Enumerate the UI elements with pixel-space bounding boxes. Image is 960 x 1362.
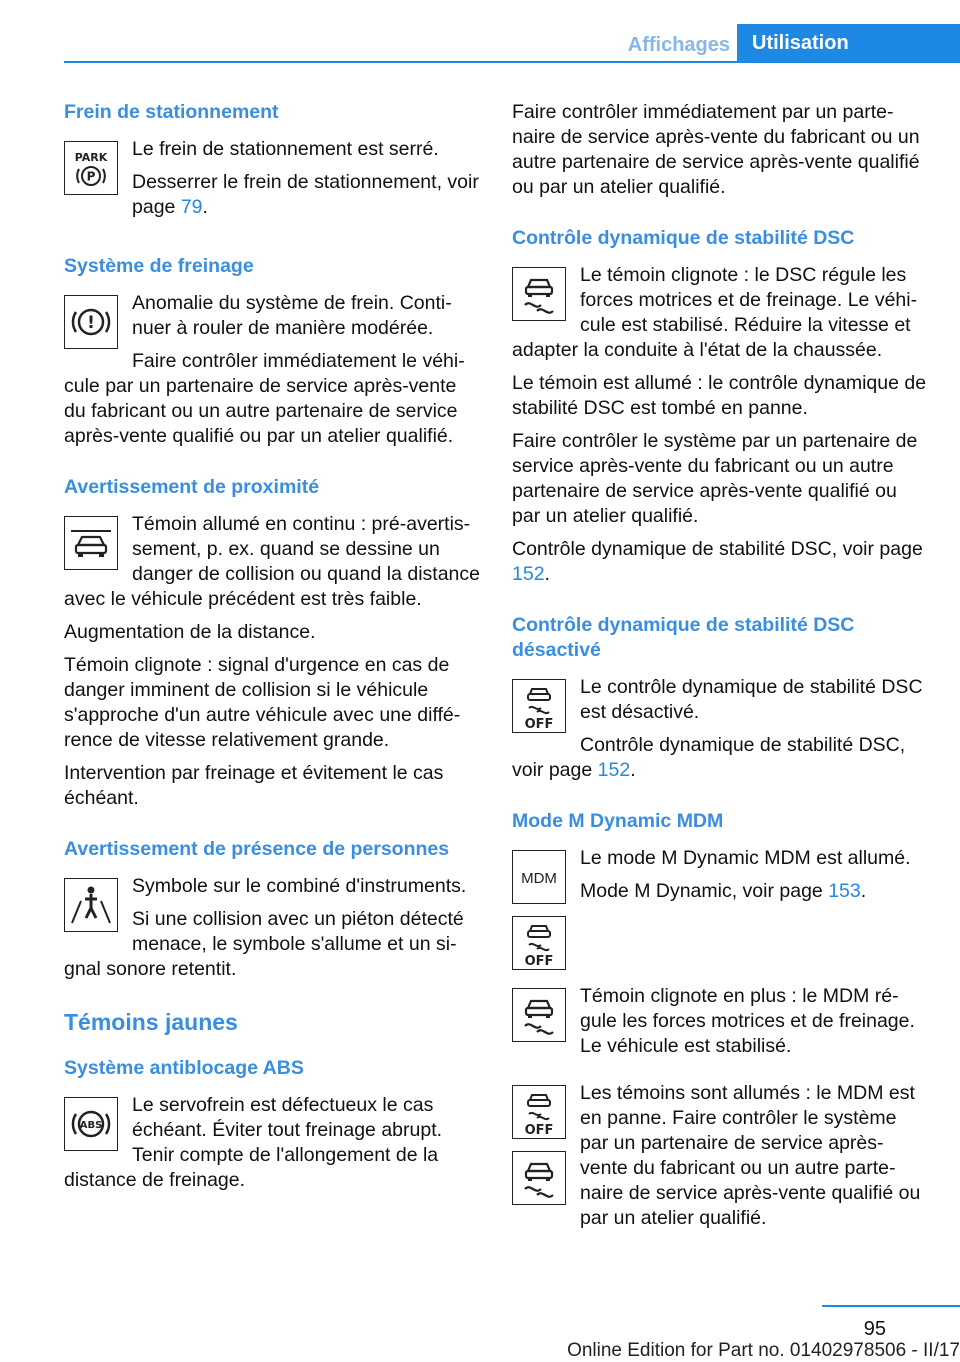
pedestrian-icon — [64, 878, 118, 932]
heading-frein-stationnement: Frein de stationnement — [64, 101, 279, 123]
dsc-off-text-1: Le contrôle dynamique de stabilité DSC est désactivé. — [580, 676, 923, 723]
abs-text-1: Le servofrein est défectueux le cas échéant. Éviter tout freinage abrupt. Tenir compte de l'allongement de la distance de freinage. — [64, 1094, 443, 1191]
page-number: 95 — [863, 1318, 886, 1340]
section-mdm — [512, 809, 928, 1239]
intro-text: Faire contrôler immédiatement par un partenaire de service après-vente du fabricant ou un autre partenaire de service après-vente qualifié ou par un atelier qualifié. — [512, 101, 920, 198]
mdm-failure-block — [512, 1081, 928, 1239]
page-link-152-b[interactable]: 152 — [597, 759, 631, 781]
page-link-79[interactable]: 79 — [180, 196, 203, 218]
right-column — [512, 100, 928, 1265]
proximite-text-3: Témoin clignote : signal d'urgence en cas de danger imminent de collision si le véhicule s'approche d'un autre véhicule avec une différence de vitesse relativement grande. — [64, 654, 461, 751]
svg-text:!: ! — [87, 313, 95, 333]
dsc-off-text-2: Contrôle dynamique de stabilité DSC, voir page 152. — [512, 734, 906, 781]
svg-text:OFF: OFF — [524, 954, 554, 967]
dsc-off-icon-mdm — [512, 916, 566, 970]
personnes-text-1: Symbole sur le combiné d'instruments. — [132, 875, 467, 897]
systeme-text-2: Faire contrôler immédiatement le véhicule par un partenaire de service après-vente du fabricant ou un autre partenaire de service après-vente qualifié ou par un atelier qualifié. — [64, 350, 465, 447]
systeme-text-1: Anomalie du système de frein. Continuer à rouler de manière modérée. — [132, 292, 452, 339]
heading-dsc: Contrôle dynamique de stabilité DSC — [512, 227, 855, 249]
frein-text-2: Desserrer le frein de stationnement, voir page 79. — [132, 171, 479, 218]
mdm-flashing-block — [512, 984, 928, 1067]
mdm-text-4: Les témoins sont allumés : le MDM est en panne. Faire contrôler le système par un partenaire de service après-vente du fabricant ou un autre partenaire de service après-vente qualifié ou par un atelier qualifié. — [580, 1082, 921, 1229]
dsc-icon — [512, 267, 566, 321]
mdm-text-3: Témoin clignote en plus : le MDM régule les forces motrices et de freinage. Le véhicule est stabilisé. — [580, 985, 915, 1057]
left-column — [64, 100, 480, 1219]
svg-text:OFF: OFF — [524, 1123, 554, 1136]
dsc-icon-mdm — [512, 988, 566, 1042]
dsc-text-3: Faire contrôler le système par un partenaire de service après-vente du fabricant ou un autre partenaire de service après-vente qualifié ou par un atelier qualifié. — [512, 430, 918, 527]
tab-affichages[interactable]: Affichages — [627, 33, 730, 56]
heading-presence-personnes: Avertissement de présence de personnes — [64, 838, 450, 860]
svg-text:MDM: MDM — [521, 870, 557, 887]
dsc-icon-failure — [512, 1151, 566, 1205]
mdm-text-2: Mode M Dynamic, voir page 153. — [580, 880, 867, 902]
edition-footer: Online Edition for Part no. 01402978506 - II/17 — [567, 1340, 960, 1361]
section-frein-stationnement — [64, 100, 480, 228]
car-proximity-icon — [64, 516, 118, 570]
svg-text:P: P — [86, 169, 96, 184]
dsc-text-4: Contrôle dynamique de stabilité DSC, voir page 152. — [512, 538, 923, 585]
heading-abs: Système antiblocage ABS — [64, 1057, 304, 1079]
footer-rule — [822, 1305, 960, 1307]
heading-dsc-off: Contrôle dynamique de stabilité DSC désactivé — [512, 614, 855, 661]
proximite-text-4: Intervention par freinage et évitement le cas échéant. — [64, 762, 444, 809]
section-dsc — [512, 226, 928, 587]
heading-temoins-jaunes: Témoins jaunes — [64, 1009, 238, 1035]
mdm-icon — [512, 850, 566, 904]
mdm-failure-icons — [512, 1081, 566, 1217]
heading-systeme-freinage: Système de freinage — [64, 255, 254, 277]
mdm-text-1: Le mode M Dynamic MDM est allumé. — [580, 847, 911, 869]
personnes-text-2: Si une collision avec un piéton détecté menace, le symbole s'allume et un signal sonore retentit. — [64, 908, 464, 980]
section-abs — [64, 1056, 480, 1193]
section-presence-personnes — [64, 837, 480, 982]
heading-avertissement-proximite: Avertissement de proximité — [64, 476, 320, 498]
parking-brake-icon — [64, 141, 118, 195]
dsc-text-1: Le témoin clignote : le DSC régule les forces motrices et de freinage. Le véhicule est stabilisé. Réduire la vitesse et adapter la conduite à l'état de la chaussée. — [512, 264, 918, 361]
page-header — [0, 0, 960, 62]
svg-text:PARK: PARK — [74, 151, 108, 164]
heading-mdm: Mode M Dynamic MDM — [512, 810, 724, 832]
page-link-153[interactable]: 153 — [828, 880, 861, 902]
brake-warning-icon — [64, 295, 118, 349]
dsc-off-icon — [512, 679, 566, 733]
svg-text:OFF: OFF — [524, 717, 554, 730]
section-intro — [512, 100, 928, 200]
dsc-off-icon-failure — [512, 1085, 566, 1139]
section-dsc-off — [512, 613, 928, 783]
mdm-icon-stack — [512, 846, 566, 982]
header-rule — [64, 61, 960, 63]
section-systeme-freinage — [64, 254, 480, 449]
tab-utilisation[interactable]: Utilisation — [737, 24, 960, 62]
section-avertissement-proximite — [64, 475, 480, 811]
abs-icon — [64, 1097, 118, 1151]
proximite-text-2: Augmentation de la distance. — [64, 621, 316, 643]
dsc-text-2: Le témoin est allumé : le contrôle dynamique de stabilité DSC est tombé en panne. — [512, 372, 927, 419]
proximite-text-1: Témoin allumé en continu : pré-avertissement, p. ex. quand se dessine un danger de collision ou quand la distance avec le véhicule précédent est très faible. — [64, 513, 481, 610]
svg-text:ABS: ABS — [79, 1120, 103, 1131]
frein-text-1: Le frein de stationnement est serré. — [132, 138, 439, 160]
page-link-152[interactable]: 152 — [512, 563, 545, 585]
